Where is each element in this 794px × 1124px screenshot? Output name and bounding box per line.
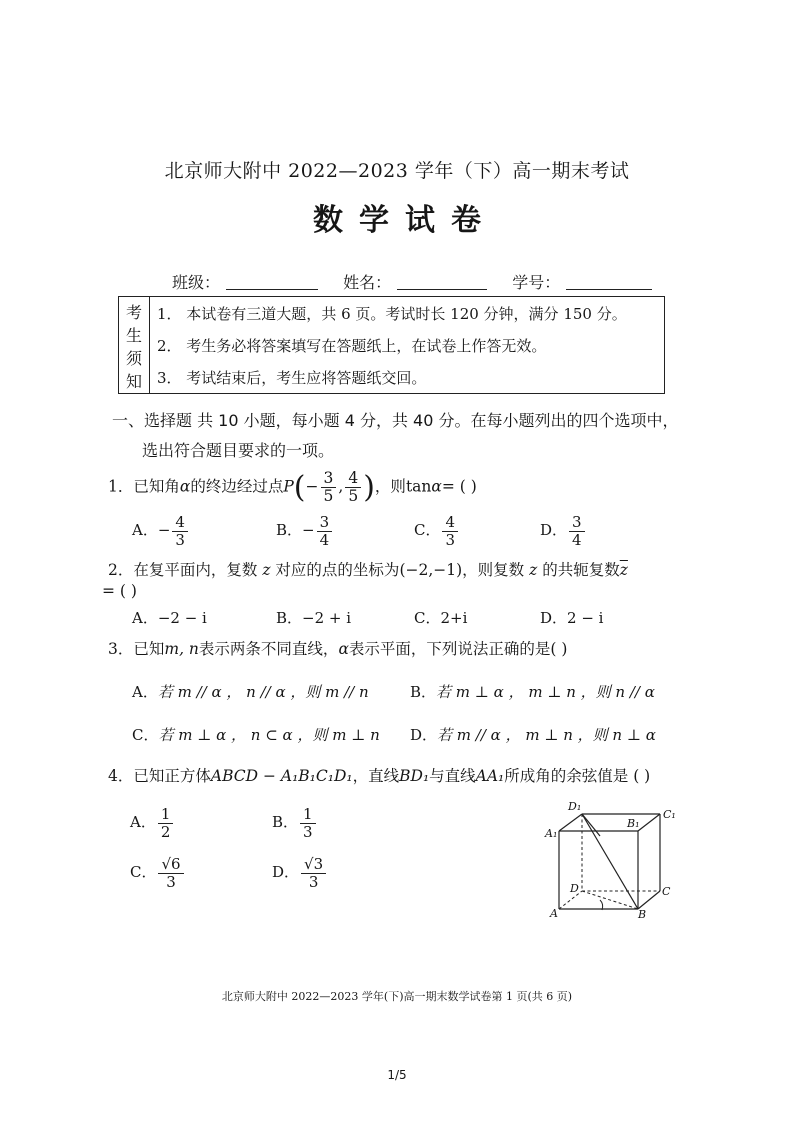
numerator: 3 [317,514,333,532]
option-text: 2 − i [567,609,604,627]
option-fraction [158,856,183,890]
vertex-label-a: A [550,907,558,920]
q4-text: 所成角的余弦值是 ( ) [504,767,651,785]
vertex-label-c1: C₁ [663,808,676,821]
denominator: 4 [572,530,582,549]
q4-option-c [130,856,186,890]
class-blank [226,275,318,290]
q4-option-d [272,856,328,890]
vertex-label-c: C [662,885,671,898]
numerator: 4 [345,470,361,488]
option-sign: − [302,521,315,539]
student-id-blank [566,275,652,290]
edge-bc [638,891,660,909]
edge-b1c1 [638,814,660,831]
numerator: 1 [300,806,316,824]
question-1-stem [108,470,477,505]
q3-text: 表示平面，下列说法正确的是( ) [348,640,568,658]
q1-answer-paren: = ( ) [441,477,477,496]
q4-text: ，直线 [352,767,400,785]
option-fraction [569,514,585,548]
q3-text: 3．已知 [108,640,165,658]
q3-option-d [410,724,656,745]
student-info-line [172,270,658,293]
option-text: 若 m ⊥ α ， m ⊥ n ，则 n // α [436,683,655,701]
q1-text: 1．已知角 [108,477,180,496]
q2-option-d [540,607,603,628]
option-text: 若 m // α ， n // α ，则 m // n [157,683,369,701]
q1-point-label: P [283,477,294,496]
option-label: D． [272,863,300,881]
denominator: 5 [323,487,334,506]
q2-option-a [132,607,207,628]
option-text: 若 m ⊥ α ， n ⊂ α ，则 m ⊥ n [158,726,380,744]
q3-text: 表示两条不同直线， [198,640,339,658]
question-2-stem [108,558,628,580]
option-fraction [158,806,174,840]
q1-fraction-x [321,470,337,505]
numerator: 4 [442,514,458,532]
q3-option-c [132,724,380,745]
q1-option-a [132,514,190,548]
option-label: D． [540,609,568,627]
numerator: 3 [321,470,337,488]
vertex-label-a1: A₁ [545,827,558,840]
exam-subtitle: 数学试卷 [313,203,497,238]
q4-cube-name: ABCD − A₁B₁C₁D₁ [210,767,353,785]
q2-option-c [414,607,467,628]
q1-comma: , [338,477,344,496]
q3-alpha: α [338,640,349,658]
option-text: 2+i [440,609,468,627]
q1-alpha: α [431,477,442,496]
numerator: 4 [172,514,188,532]
q2-text: 的共轭复数 [542,561,620,579]
option-fraction [172,514,188,548]
question-3-stem [108,637,567,659]
option-label: C． [414,609,441,627]
vertex-label-d1: D₁ [568,800,582,813]
q1-left-paren: ( [293,470,306,506]
denominator: 3 [445,530,456,549]
q1-minus: − [305,477,319,496]
numerator: √3 [301,856,326,874]
notice-box [118,296,665,394]
option-label: D． [540,521,568,539]
vertex-label-d: D [570,882,579,895]
q1-alpha: α [179,477,191,496]
q1-fraction-y [345,470,361,505]
option-label: A． [132,609,158,627]
denominator: 2 [160,822,171,841]
option-label: C． [132,726,159,744]
q1-option-d [540,514,587,548]
notice-item: 1． 本试卷有三道大题，共 6 页。考试时长 120 分钟，满分 150 分。 [157,305,627,323]
edge-a1d1 [559,814,582,831]
question-4-stem [108,764,650,786]
name-label: 姓名： [343,273,392,292]
section-heading-cont: 选出符合题目要求的一项。 [142,441,335,460]
option-text: −2 − i [157,609,207,627]
q1-text: 的终边经过点 [190,477,284,496]
q1-option-c [414,514,460,548]
q4-line-aa1: AA₁ [475,767,505,785]
page-number: 1/5 [387,1068,407,1082]
class-label: 班级： [172,273,221,292]
q2-coordinate: (−2,−1) [399,561,463,579]
option-label: C． [130,863,157,881]
name-blank [397,275,487,290]
q2-conjugate-z: $\overline{z}$ [619,561,628,579]
q4-line-bd1: BD₁ [399,767,430,785]
notice-label-char: 考 [126,303,143,322]
exam-header-title: 北京师大附中 2022—2023 学年（下）高一期末考试 [164,160,630,182]
vertex-label-b1: B₁ [627,817,640,830]
notice-item: 3． 考试结束后，考生应将答题纸交回。 [157,369,427,387]
option-text: −2 + i [302,609,352,627]
section-heading: 一、选择题 共 10 小题，每小题 4 分，共 40 分。在每小题列出的四个选项中， [112,411,679,430]
page-footer: 北京师大附中 2022—2023 学年(下)高一期末数学试卷第 1 页(共 6 页) [221,990,573,1003]
notice-item: 2． 考生务必将答案填写在答题纸上，在试卷上作答无效。 [157,337,547,355]
option-fraction [300,806,316,840]
q3-option-a [132,681,369,702]
denominator: 3 [308,872,319,891]
q4-text: 与直线 [429,767,476,785]
numerator: 3 [569,514,585,532]
q2-z: z [529,561,538,579]
notice-label-char: 须 [126,349,143,368]
q1-tan: tan [405,477,432,496]
q1-option-b [276,514,334,548]
q3-lines: m, n [164,640,199,658]
option-label: B． [276,609,303,627]
q2-text: 2．在复平面内，复数 [108,561,258,579]
student-id-label: 学号： [512,273,561,292]
notice-label [119,297,150,393]
q1-right-paren: ) [363,470,375,506]
denominator: 3 [303,822,313,841]
numerator: √6 [158,856,183,874]
denominator: 5 [348,487,359,506]
option-fraction [317,514,333,548]
notice-label-char: 知 [126,372,143,391]
notice-label-char: 生 [126,326,143,345]
q4-option-b [272,806,318,840]
option-label: B． [272,813,299,831]
option-label: A． [132,683,158,701]
vertex-label-b: B [638,908,647,921]
denominator: 3 [166,872,176,891]
line-d1-mark [582,814,600,836]
q4-option-a [130,806,175,840]
q2-option-b [276,607,351,628]
q2-text: ，则复数 [462,561,525,579]
cube-figure [530,796,690,926]
q3-option-b [410,681,655,702]
option-fraction [301,856,326,890]
option-fraction [442,514,458,548]
option-label: C． [414,521,441,539]
option-label: D． [410,726,438,744]
option-sign: − [157,521,171,539]
option-label: A． [132,521,158,539]
q4-text: 4．已知正方体 [108,767,211,785]
q1-text: ，则 [374,477,406,496]
option-text: 若 m // α ， m ⊥ n ，则 n ⊥ α [437,726,656,744]
denominator: 3 [175,530,185,549]
option-label: A． [130,813,156,831]
q2-z: z [262,561,271,579]
option-label: B． [276,521,303,539]
q2-text: 对应的点的坐标为 [275,561,400,579]
q2-answer-paren: = ( ) [102,582,137,600]
option-label: B． [410,683,437,701]
numerator: 1 [158,806,174,824]
denominator: 4 [319,530,330,549]
